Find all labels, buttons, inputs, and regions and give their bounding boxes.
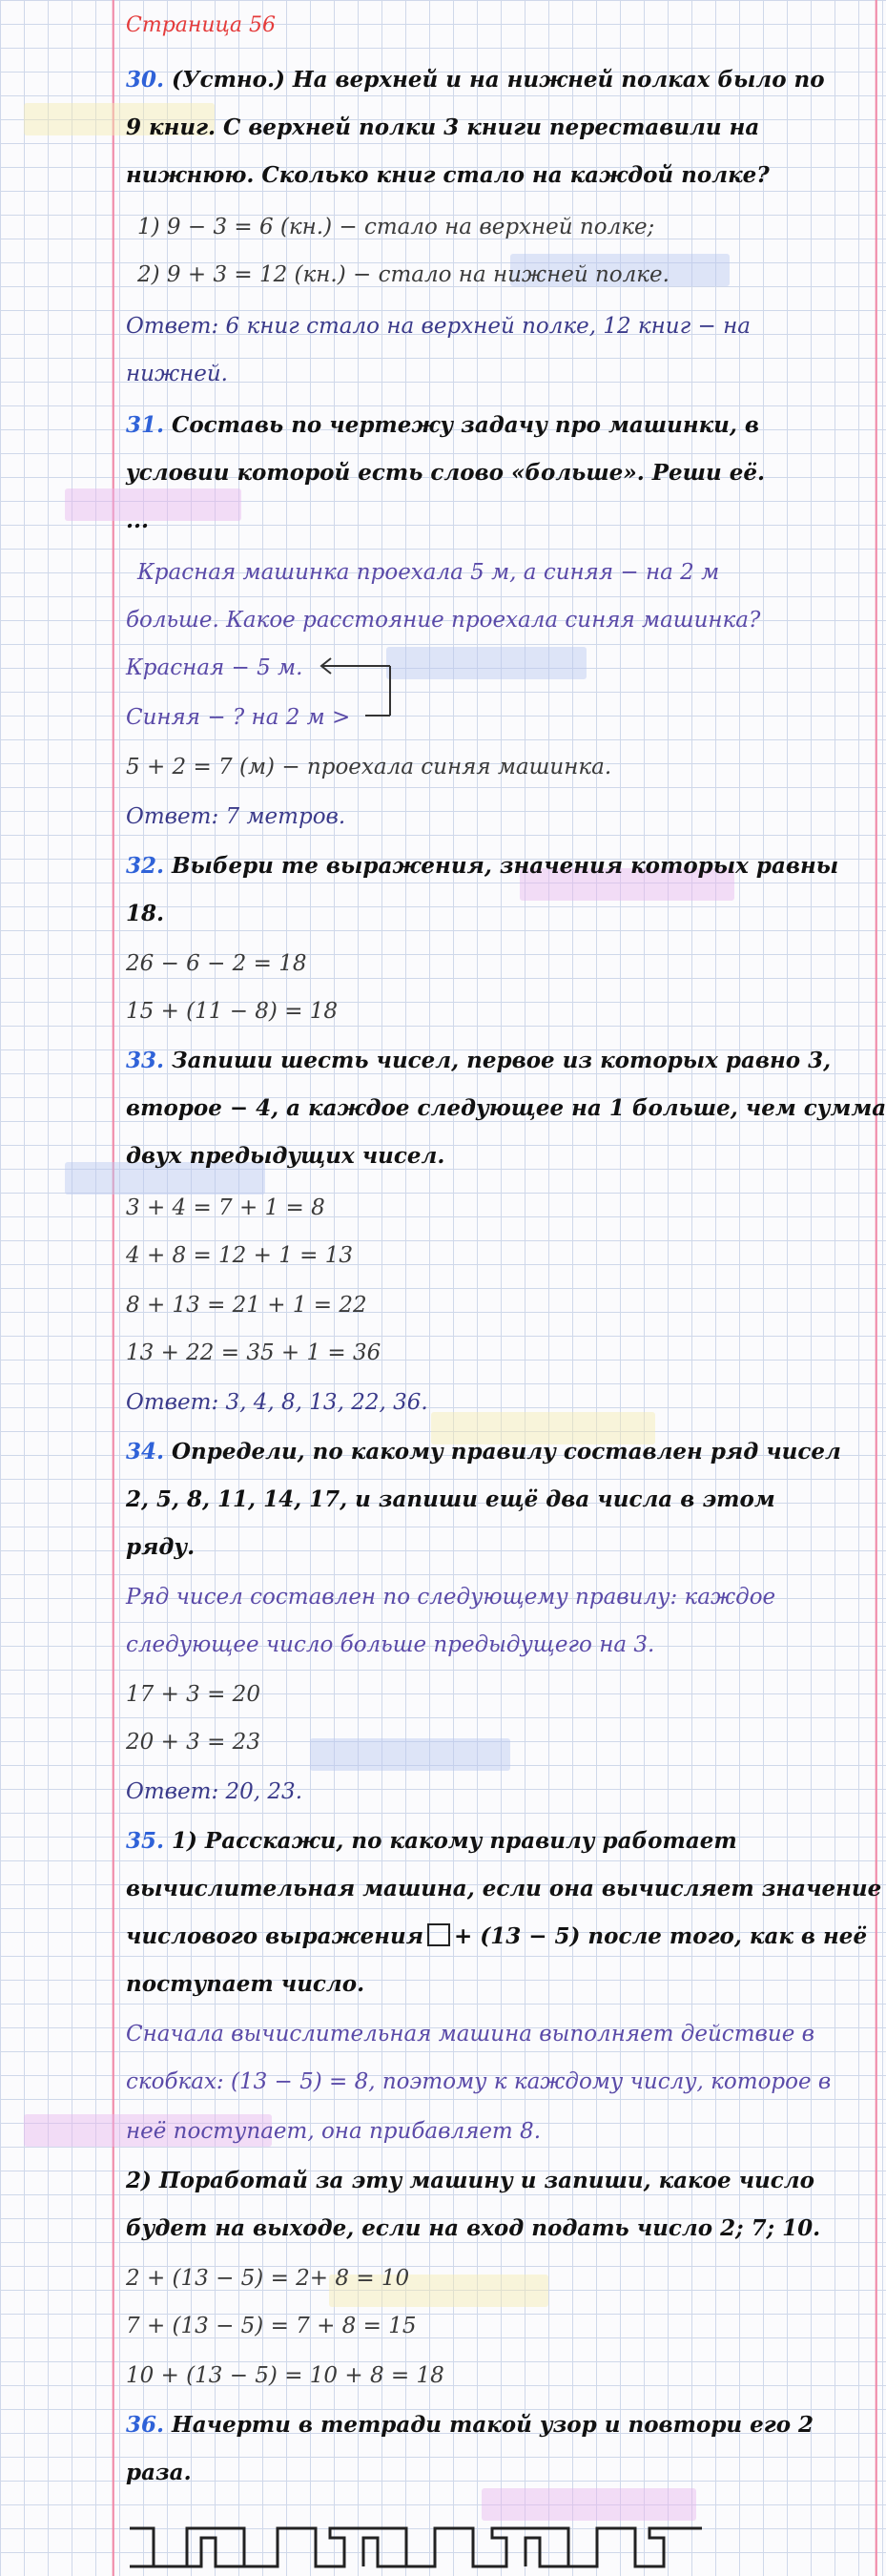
task-33-solution-3: 8 + 13 = 21 + 1 = 22 <box>126 1293 367 1318</box>
task-30-line-1: 30. (Устно.) На верхней и на нижней полках было по <box>126 67 825 93</box>
task-36-line-1: 36. Начерти в тетради такой узор и повтори его 2 <box>126 2412 814 2438</box>
task-35-explanation-1: Сначала вычислительная машина выполняет действие в <box>126 2022 815 2046</box>
task-33-answer: Ответ: 3, 4, 8, 13, 22, 36. <box>126 1390 428 1415</box>
task-32-solution-2: 15 + (11 − 8) = 18 <box>126 999 339 1024</box>
task-31-explanation-1: Красная машинка проехала 5 м, а синяя − на 2 м <box>137 560 720 585</box>
task-33-line-3: двух предыдущих чисел. <box>126 1143 445 1169</box>
task-30-line-2: 9 книг. С верхней полки 3 книги переставили на <box>126 114 760 140</box>
task-30-answer-1: Ответ: 6 книг стало на верхней полке, 12 книг − на <box>126 314 751 339</box>
task-33-line-2: второе − 4, а каждое следующее на 1 больше, чем сумма <box>126 1095 886 1121</box>
task-35-solution-2: 7 + (13 − 5) = 7 + 8 = 15 <box>126 2314 417 2338</box>
task-35-line-1: 35. 1) Расскажи, по какому правилу работает <box>126 1828 737 1854</box>
zigzag-pattern-icon <box>130 2519 702 2576</box>
scheme-red-label: Красная − 5 м. <box>126 655 303 680</box>
task-31-solution: 5 + 2 = 7 (м) − проехала синяя машинка. <box>126 755 612 779</box>
task-35-solution-1: 2 + (13 − 5) = 2+ 8 = 10 <box>126 2266 410 2291</box>
task-35-part2-line-1: 2) Поработай за эту машину и запиши, какое число <box>126 2168 814 2193</box>
task-31-dots: ... <box>126 508 150 533</box>
task-number: 34. <box>126 1439 165 1465</box>
task-number: 33. <box>126 1048 165 1073</box>
task-32-line-2: 18. <box>126 901 165 926</box>
task-34-solution-2: 20 + 3 = 23 <box>126 1730 260 1755</box>
task-30-line-3: нижнюю. Сколько книг стало на каждой полке? <box>126 162 770 188</box>
task-34-solution-1: 17 + 3 = 20 <box>126 1682 260 1707</box>
task-35-line-3: числового выражения + (13 − 5) после того, как в неё <box>126 1923 868 1949</box>
task-number: 31. <box>126 412 165 438</box>
task-32-line-1: 32. Выбери те выражения, значения которых равны <box>126 853 839 879</box>
page-title: Страница 56 <box>126 13 277 37</box>
task-31-line-2: условии которой есть слово «больше». Реши её. <box>126 460 765 486</box>
task-35-explanation-2: скобках: (13 − 5) = 8, поэтому к каждому числу, которое в <box>126 2069 832 2094</box>
task-36-line-2: раза. <box>126 2460 192 2485</box>
task-30-solution-2: 2) 9 + 3 = 12 (кн.) − стало на нижней полке. <box>137 262 670 287</box>
task-33-solution-1: 3 + 4 = 7 + 1 = 8 <box>126 1195 325 1220</box>
task-33-line-1: 33. Запиши шесть чисел, первое из которых равно 3, <box>126 1048 832 1073</box>
watermark-highlight <box>482 2488 696 2521</box>
task-35-line-4: поступает число. <box>126 1971 365 1997</box>
task-34-explanation-2: следующее число больше предыдущего на 3. <box>126 1632 655 1657</box>
task-33-solution-2: 4 + 8 = 12 + 1 = 13 <box>126 1243 354 1268</box>
task-35-explanation-3: неё поступает, она прибавляет 8. <box>126 2119 542 2144</box>
task-31-line-1: 31. Составь по чертежу задачу про машинки, в <box>126 412 760 438</box>
task-34-line-3: ряду. <box>126 1534 196 1560</box>
task-35-solution-3: 10 + (13 − 5) = 10 + 8 = 18 <box>126 2363 444 2388</box>
scheme-blue-label: Синяя − ? на 2 м > <box>126 705 351 730</box>
task-35-part2-line-2: будет на выходе, если на вход подать число 2; 7; 10. <box>126 2215 821 2241</box>
task-34-answer: Ответ: 20, 23. <box>126 1779 302 1804</box>
task-30-answer-2: нижней. <box>126 362 228 386</box>
task-number: 32. <box>126 853 165 879</box>
task-34-line-2: 2, 5, 8, 11, 14, 17, и запиши ещё два числа в этом <box>126 1486 775 1512</box>
task-number: 36. <box>126 2412 165 2438</box>
task-34-explanation-1: Ряд чисел составлен по следующему правилу: каждое <box>126 1585 776 1610</box>
task-33-solution-4: 13 + 22 = 35 + 1 = 36 <box>126 1340 381 1365</box>
task-number: 35. <box>126 1828 165 1854</box>
task-30-solution-1: 1) 9 − 3 = 6 (кн.) − стало на верхней полке; <box>137 215 655 239</box>
task-number: 30. <box>126 67 165 93</box>
task-35-line-2: вычислительная машина, если она вычисляет значение <box>126 1876 882 1901</box>
empty-box-icon <box>427 1923 450 1946</box>
task-31-explanation-2: больше. Какое расстояние проехала синяя машинка? <box>126 608 761 633</box>
task-34-line-1: 34. Определи, по какому правилу составлен ряд чисел <box>126 1439 841 1465</box>
task-31-answer: Ответ: 7 метров. <box>126 804 346 829</box>
scheme-arrow-icon <box>312 654 426 721</box>
task-32-solution-1: 26 − 6 − 2 = 18 <box>126 951 307 976</box>
